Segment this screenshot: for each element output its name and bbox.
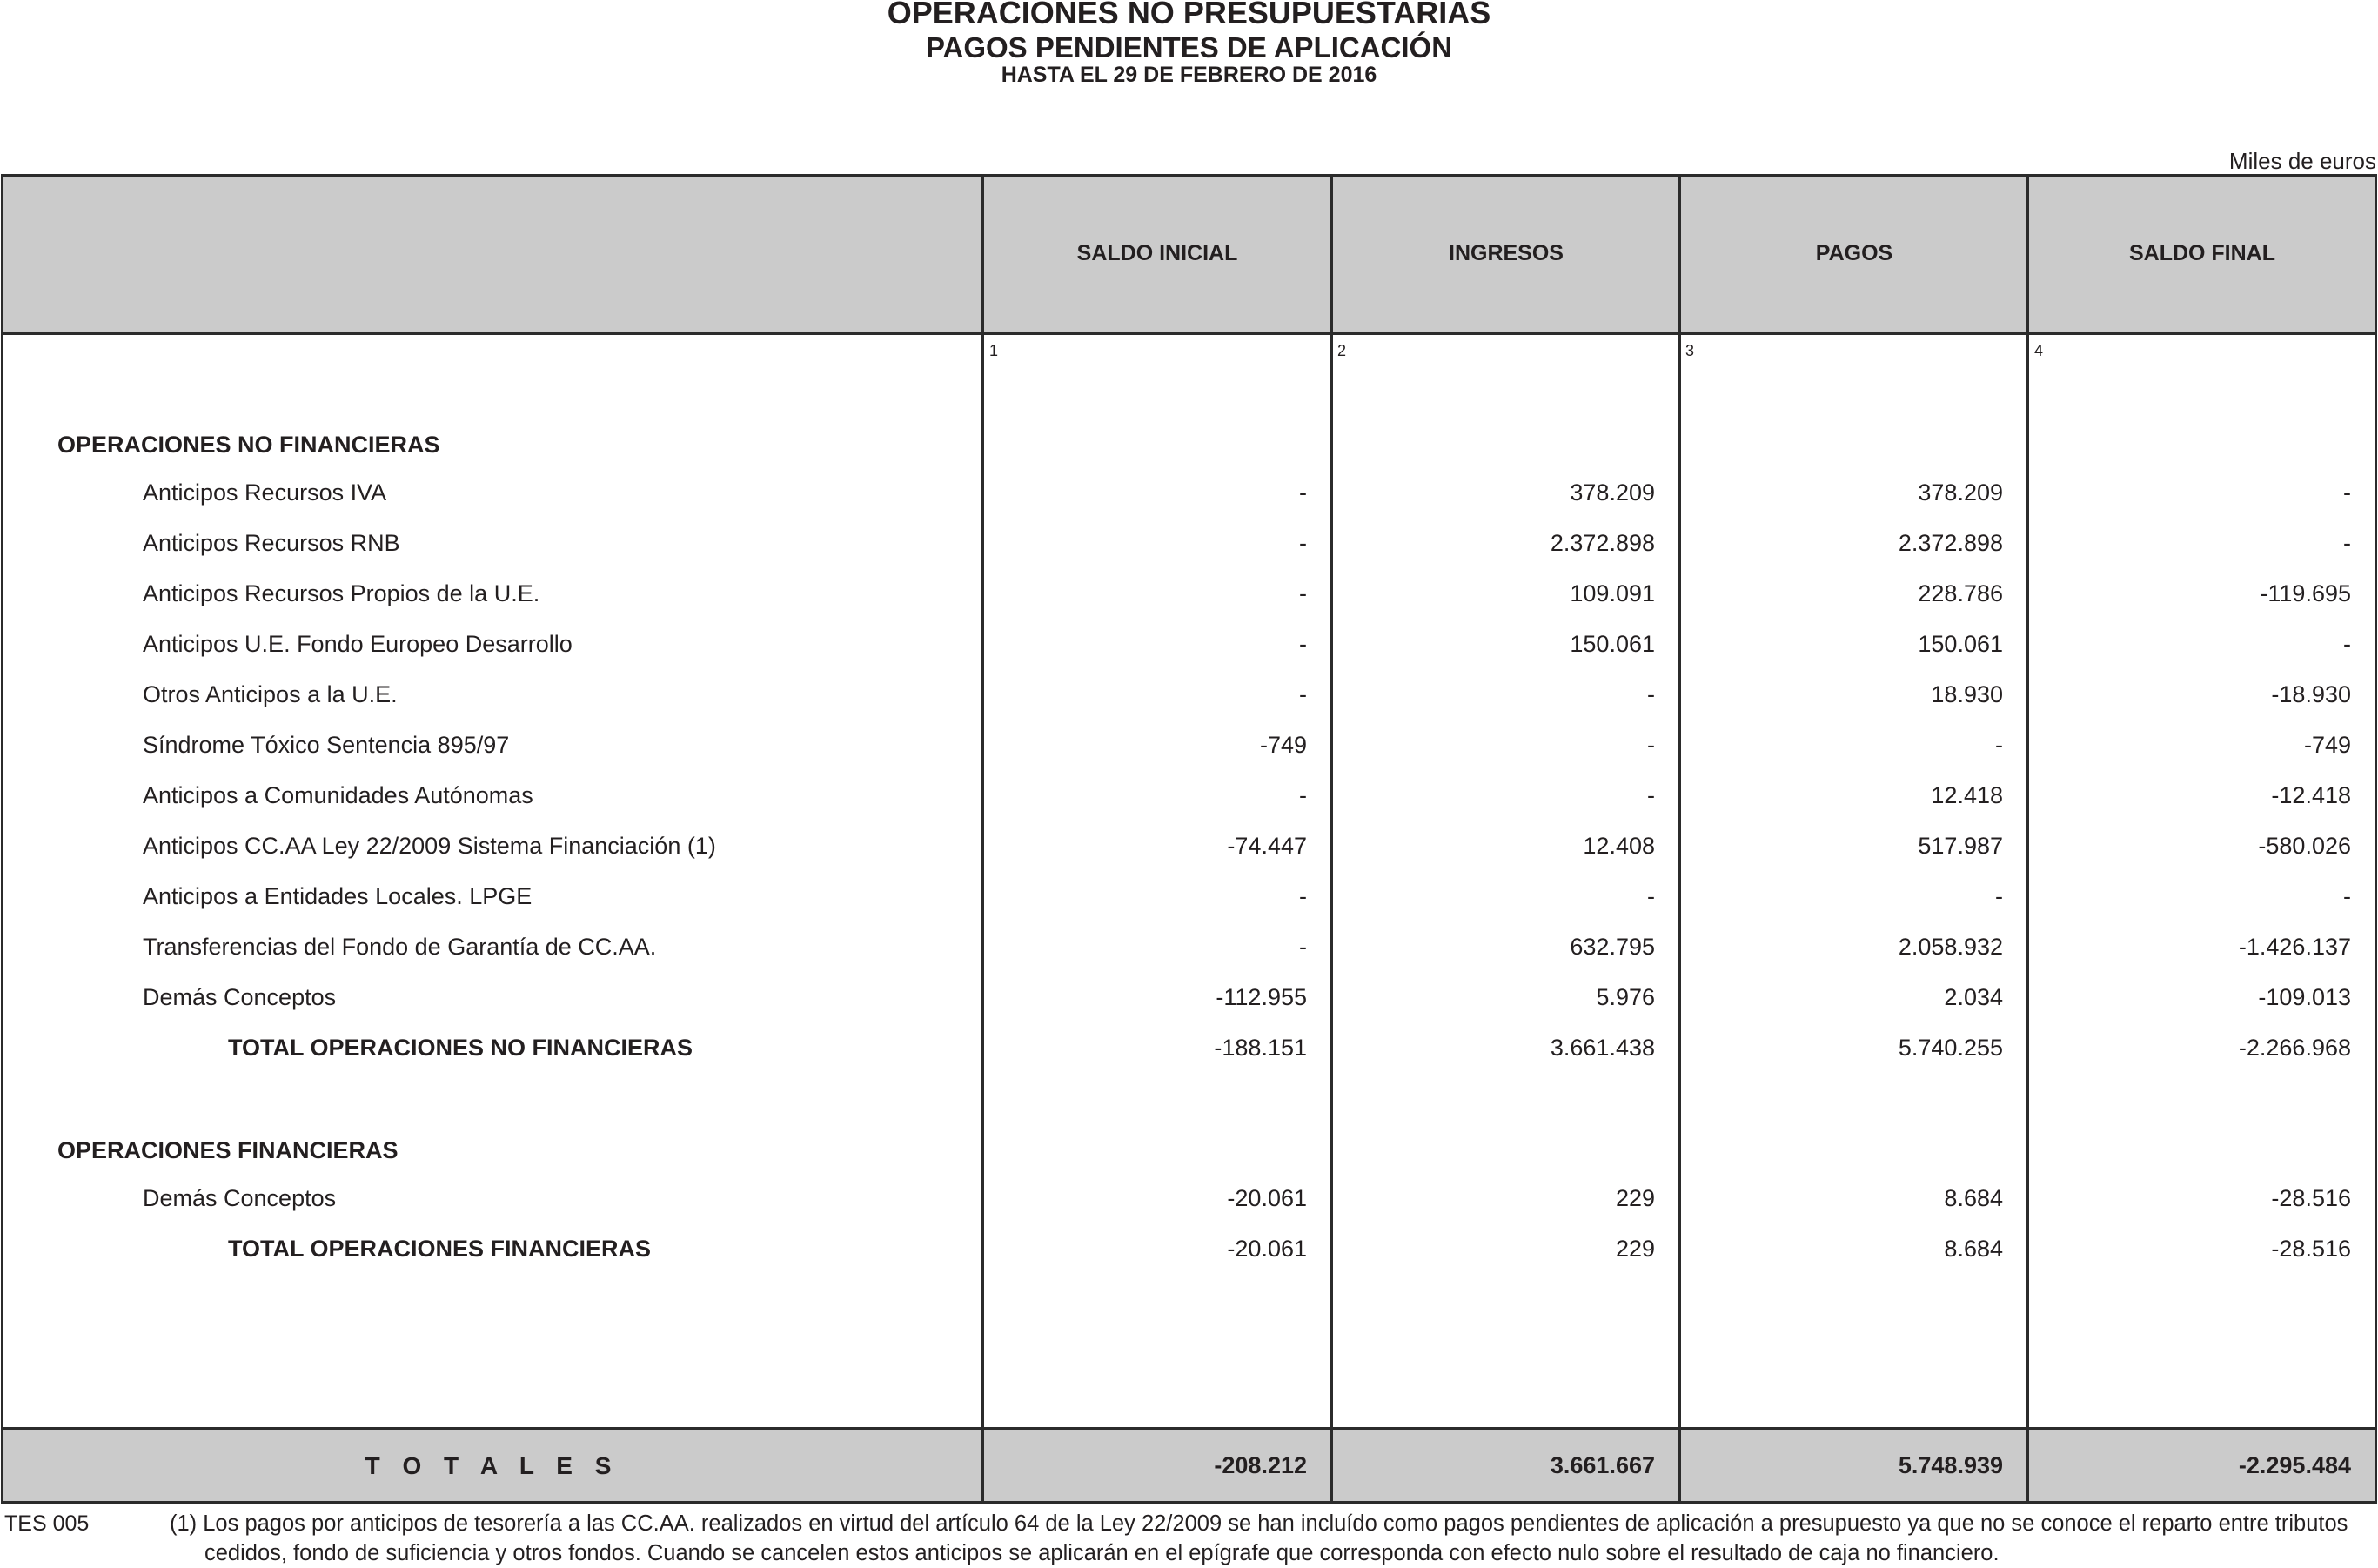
cell-saldo-final: -: [2343, 883, 2351, 909]
cell-saldo-inicial: -: [1299, 934, 1307, 960]
cell-saldo-inicial: -74.447: [1227, 833, 1307, 859]
cell-pagos: 18.930: [1931, 681, 2003, 707]
cell-ingresos: 2.372.898: [1550, 530, 1655, 556]
column-number: 4: [2034, 342, 2044, 359]
cell-pagos: -: [1995, 732, 2003, 758]
column-divider: [1678, 174, 1681, 1504]
cell-saldo-final: -1.426.137: [2238, 934, 2351, 960]
subtotal-label: TOTAL OPERACIONES FINANCIERAS: [228, 1236, 652, 1262]
cell-saldo-final: -119.695: [2260, 580, 2351, 606]
page-title: OPERACIONES NO PRESUPUESTARIAS: [887, 0, 1491, 30]
cell-saldo-final: -: [2343, 530, 2351, 556]
cell-pagos: 2.372.898: [1898, 530, 2003, 556]
cell-pagos: 5.740.255: [1898, 1035, 2003, 1061]
cell-saldo-inicial: -: [1299, 530, 1307, 556]
cell-saldo-final: -: [2343, 631, 2351, 657]
row-label: Anticipos Recursos Propios de la U.E.: [143, 580, 540, 606]
row-label: Demás Conceptos: [143, 1185, 337, 1211]
cell-saldo-inicial: -: [1299, 883, 1307, 909]
cell-saldo-final: -2.266.968: [2238, 1035, 2351, 1061]
cell-saldo-inicial: -: [1299, 631, 1307, 657]
cell-saldo-final: -12.418: [2271, 782, 2351, 808]
cell-saldo-inicial: -749: [1259, 732, 1307, 758]
units-label: Miles de euros: [2228, 148, 2376, 174]
row-label: Anticipos a Entidades Locales. LPGE: [143, 883, 533, 909]
cell-ingresos: 12.408: [1583, 833, 1655, 859]
cell-pagos: 378.209: [1918, 479, 2003, 506]
section-heading: OPERACIONES NO FINANCIERAS: [57, 432, 440, 458]
row-label: Anticipos CC.AA Ley 22/2009 Sistema Financiación (1): [143, 833, 716, 859]
cell-saldo-inicial: -: [1299, 580, 1307, 606]
section-heading: OPERACIONES FINANCIERAS: [57, 1137, 399, 1163]
cell-ingresos: 150.061: [1570, 631, 1655, 657]
cell-ingresos: 378.209: [1570, 479, 1655, 506]
column-header-saldo-final: SALDO FINAL: [2128, 241, 2276, 265]
row-label: Otros Anticipos a la U.E.: [143, 681, 398, 707]
cell-ingresos: 5.976: [1596, 984, 1655, 1010]
cell-ingresos: 3.661.438: [1550, 1035, 1655, 1061]
cell-saldo-final: -749: [2303, 732, 2351, 758]
row-label: Transferencias del Fondo de Garantía de CC.AA.: [143, 934, 657, 960]
total-pagos: 5.748.939: [1898, 1452, 2003, 1478]
column-divider: [2026, 174, 2029, 1504]
row-label: Anticipos U.E. Fondo Europeo Desarrollo: [143, 631, 573, 657]
header-divider: [1, 332, 2377, 335]
cell-pagos: 150.061: [1918, 631, 2003, 657]
column-number: 3: [1685, 342, 1695, 359]
column-number: 1: [989, 342, 999, 359]
row-label: Anticipos Recursos IVA: [143, 479, 387, 506]
cell-pagos: -: [1995, 883, 2003, 909]
column-header-saldo-inicial: SALDO INICIAL: [1076, 241, 1238, 265]
column-header-ingresos: INGRESOS: [1449, 241, 1564, 265]
total-saldo-inicial: -208.212: [1214, 1452, 1307, 1478]
cell-saldo-inicial: -: [1299, 681, 1307, 707]
cell-ingresos: -: [1647, 782, 1655, 808]
column-header-pagos: PAGOS: [1815, 241, 1893, 265]
cell-saldo-final: -28.516: [2271, 1185, 2351, 1211]
cell-pagos: 12.418: [1931, 782, 2003, 808]
totals-label: T O T A L E S: [365, 1452, 620, 1479]
subtotal-label: TOTAL OPERACIONES NO FINANCIERAS: [228, 1035, 693, 1061]
cell-saldo-final: -109.013: [2258, 984, 2351, 1010]
document-reference: TES 005: [4, 1511, 90, 1536]
totals-divider: [1, 1427, 2377, 1430]
cell-saldo-inicial: -: [1299, 479, 1307, 506]
column-divider: [981, 174, 984, 1504]
row-label: Anticipos Recursos RNB: [143, 530, 400, 556]
cell-saldo-inicial: -112.955: [1216, 984, 1307, 1010]
column-number: 2: [1337, 342, 1347, 359]
row-label: Anticipos a Comunidades Autónomas: [143, 782, 533, 808]
cell-ingresos: -: [1647, 732, 1655, 758]
cell-pagos: 2.034: [1944, 984, 2003, 1010]
cell-pagos: 8.684: [1944, 1236, 2003, 1262]
cell-ingresos: 229: [1615, 1185, 1655, 1211]
cell-pagos: 517.987: [1918, 833, 2003, 859]
cell-saldo-final: -18.930: [2271, 681, 2351, 707]
cell-saldo-final: -: [2343, 479, 2351, 506]
page-subtitle: PAGOS PENDIENTES DE APLICACIÓN: [925, 31, 1453, 64]
row-label: Síndrome Tóxico Sentencia 895/97: [143, 732, 510, 758]
date-line: HASTA EL 29 DE FEBRERO DE 2016: [1001, 63, 1377, 87]
cell-ingresos: 229: [1615, 1236, 1655, 1262]
cell-saldo-final: -580.026: [2258, 833, 2351, 859]
cell-saldo-inicial: -20.061: [1227, 1185, 1307, 1211]
cell-ingresos: -: [1647, 883, 1655, 909]
cell-ingresos: 632.795: [1570, 934, 1655, 960]
cell-saldo-final: -28.516: [2271, 1236, 2351, 1262]
column-divider: [1330, 174, 1333, 1504]
row-label: Demás Conceptos: [143, 984, 337, 1010]
cell-ingresos: 109.091: [1570, 580, 1655, 606]
total-ingresos: 3.661.667: [1550, 1452, 1655, 1478]
cell-pagos: 8.684: [1944, 1185, 2003, 1211]
cell-saldo-inicial: -: [1299, 782, 1307, 808]
footnote: (1) Los pagos por anticipos de tesorería a las CC.AA. realizados en virtud del artículo 64 de la Ley 22/2009 se han incluído como pagos pendientes de aplicación a presupuesto ya que no se conoce el reparto entre tributos cedidos, fondo de suficiencia y otros fondos. Cuando se cancelen estos anticipos se aplicarán en el epígrafe que corresponda con efecto nulo sobre el resultado de caja no financiero.: [170, 1511, 2348, 1565]
cell-pagos: 2.058.932: [1898, 934, 2003, 960]
cell-ingresos: -: [1647, 681, 1655, 707]
cell-pagos: 228.786: [1918, 580, 2003, 606]
cell-saldo-inicial: -20.061: [1227, 1236, 1307, 1262]
total-saldo-final: -2.295.484: [2238, 1452, 2351, 1478]
cell-saldo-inicial: -188.151: [1214, 1035, 1307, 1061]
